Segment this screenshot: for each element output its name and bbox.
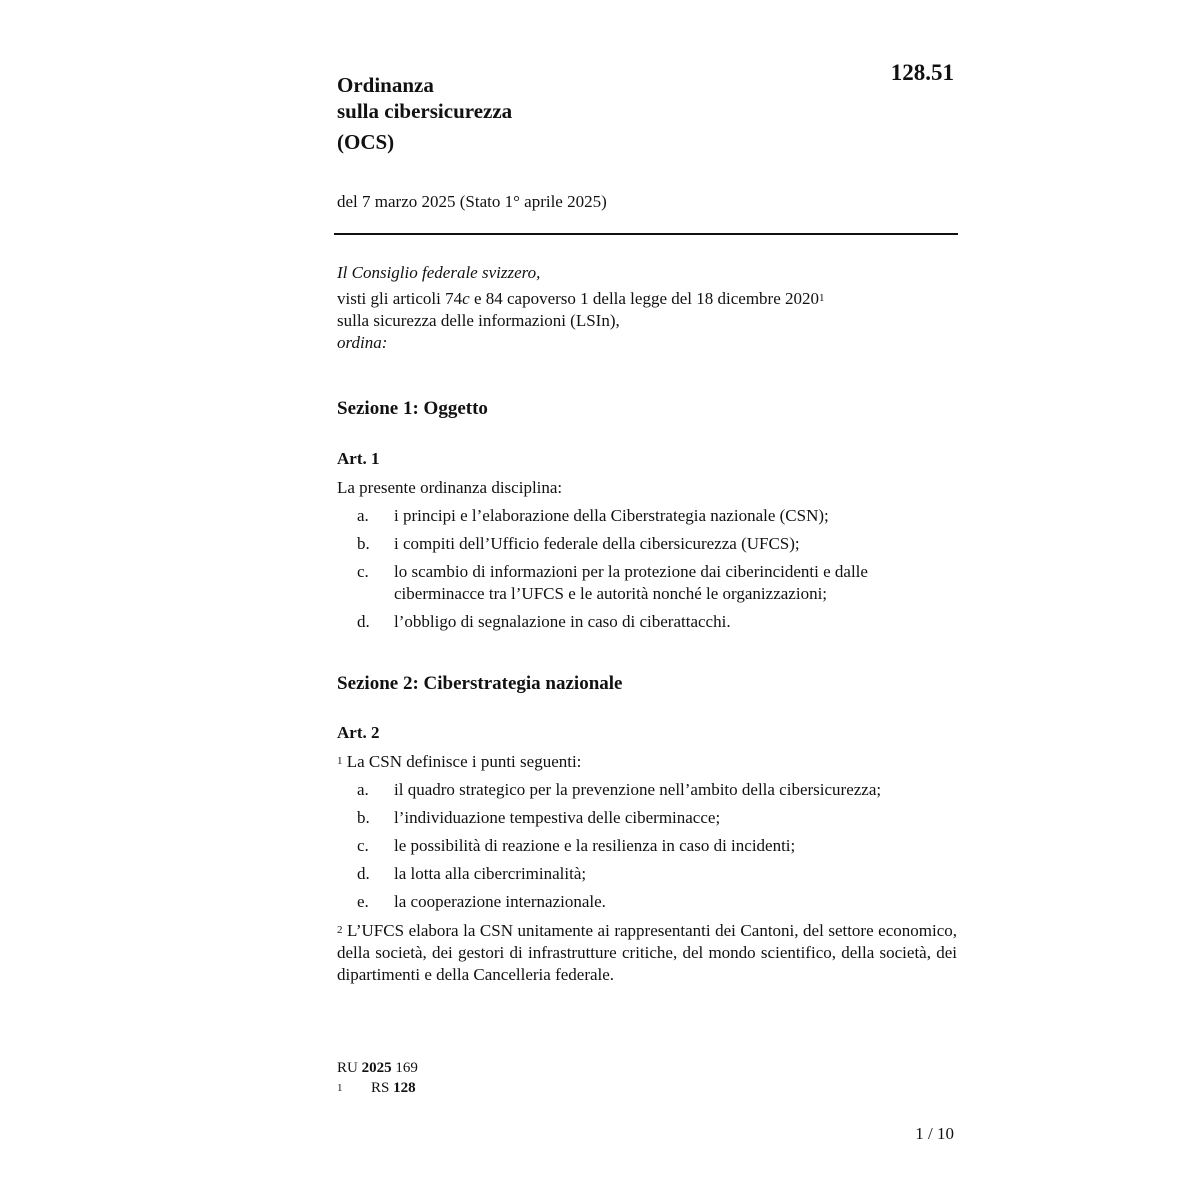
- list-item-letter: d.: [357, 864, 370, 883]
- list-item-letter: b.: [357, 534, 370, 553]
- list-item-text: la lotta alla cibercriminalità;: [394, 864, 587, 883]
- title-line-2: sulla cibersicurezza: [337, 99, 513, 123]
- basis-text-1: visti gli articoli 74: [337, 289, 463, 308]
- article-2-paragraph-2: [337, 920, 957, 986]
- ru-reference: [337, 1058, 418, 1078]
- article-2-paragraph-1: [337, 751, 957, 773]
- list-item-letter: d.: [357, 612, 370, 631]
- title-line-1: Ordinanza: [337, 73, 434, 97]
- ru-year: 2025: [361, 1060, 392, 1076]
- preamble-legal-basis: [337, 288, 957, 310]
- list-item: [337, 611, 957, 633]
- footnote-1-mark: 1: [337, 1082, 343, 1094]
- section-2-heading: Sezione 2: Ciberstrategia nazionale: [337, 673, 623, 694]
- list-item: [337, 807, 957, 829]
- preamble-legal-basis-2: sulla sicurezza delle informazioni (LSIn),: [337, 311, 620, 330]
- list-item-letter: a.: [357, 780, 369, 799]
- list-item: [337, 533, 957, 555]
- list-item-text: l’obbligo di segnalazione in caso di ciberattacchi.: [394, 612, 731, 631]
- document-title: [337, 72, 512, 155]
- list-item-text: le possibilità di reazione e la resilienza in caso di incidenti;: [394, 836, 796, 855]
- list-item-letter: a.: [357, 506, 369, 525]
- article-2-list: [337, 779, 957, 919]
- list-item-text: il quadro strategico per la prevenzione nell’ambito della cibersicurezza;: [394, 780, 882, 799]
- basis-text-2: e 84 capoverso 1 della legge del 18 dicembre 2020: [469, 289, 820, 308]
- list-item: [337, 779, 957, 801]
- header-divider: [334, 233, 958, 235]
- ru-page: 169: [391, 1060, 418, 1076]
- list-item-text: l’individuazione tempestiva delle ciberminacce;: [394, 808, 721, 827]
- article-2-heading: Art. 2: [337, 723, 380, 742]
- paragraph-1-intro: La CSN definisce i punti seguenti:: [346, 752, 582, 771]
- date-line: del 7 marzo 2025 (Stato 1° aprile 2025): [337, 192, 607, 211]
- list-item-text: i compiti dell’Ufficio federale della cibersicurezza (UFCS);: [394, 534, 800, 553]
- basis-italic-letter: c: [462, 289, 470, 308]
- preamble: [337, 262, 957, 354]
- footnote-1-number: 128: [393, 1080, 416, 1096]
- list-item-letter: b.: [357, 808, 370, 827]
- paragraph-2-text: L’UFCS elabora la CSN unitamente ai rappresentanti dei Cantoni, del settore economico, della società, dei gestori di infrastrutture critiche, del mondo scientifico, della società, dei dipartimenti e della Cancelleria federale.: [337, 921, 957, 984]
- list-item: [337, 561, 957, 605]
- ru-prefix: RU: [337, 1060, 362, 1076]
- list-item-text: i principi e l’elaborazione della Ciberstrategia nazionale (CSN);: [394, 506, 829, 525]
- footnote-1-text: [371, 1078, 416, 1098]
- article-1-heading: Art. 1: [337, 449, 380, 468]
- list-item-letter: e.: [357, 892, 369, 911]
- preamble-authority: Il Consiglio federale svizzero,: [337, 263, 541, 282]
- title-abbreviation: (OCS): [337, 130, 395, 154]
- paragraph-number-1: 1: [337, 755, 343, 767]
- page-number: 1 / 10: [915, 1124, 954, 1143]
- list-item-letter: c.: [357, 562, 369, 581]
- sr-number: 128.51: [890, 60, 954, 85]
- list-item-text: la cooperazione internazionale.: [394, 892, 606, 911]
- paragraph-number-2: 2: [337, 924, 343, 936]
- list-item: [337, 863, 957, 885]
- section-1-heading: Sezione 1: Oggetto: [337, 398, 488, 419]
- preamble-decree: ordina:: [337, 333, 388, 352]
- footnote-1-prefix: RS: [371, 1080, 394, 1096]
- list-item: [337, 505, 957, 527]
- list-item-text: lo scambio di informazioni per la protezione dai ciberincidenti e dalle ciberminacce tra l’UFCS e le autorità nonché le organizzazioni;: [394, 562, 868, 603]
- footnote-ref-1[interactable]: 1: [819, 292, 825, 304]
- footnote-1: [337, 1078, 418, 1098]
- list-item-letter: c.: [357, 836, 369, 855]
- footnotes: [337, 1058, 418, 1098]
- list-item: [337, 891, 957, 913]
- article-1-intro: La presente ordinanza disciplina:: [337, 478, 563, 497]
- article-1-list: [337, 505, 957, 639]
- list-item: [337, 835, 957, 857]
